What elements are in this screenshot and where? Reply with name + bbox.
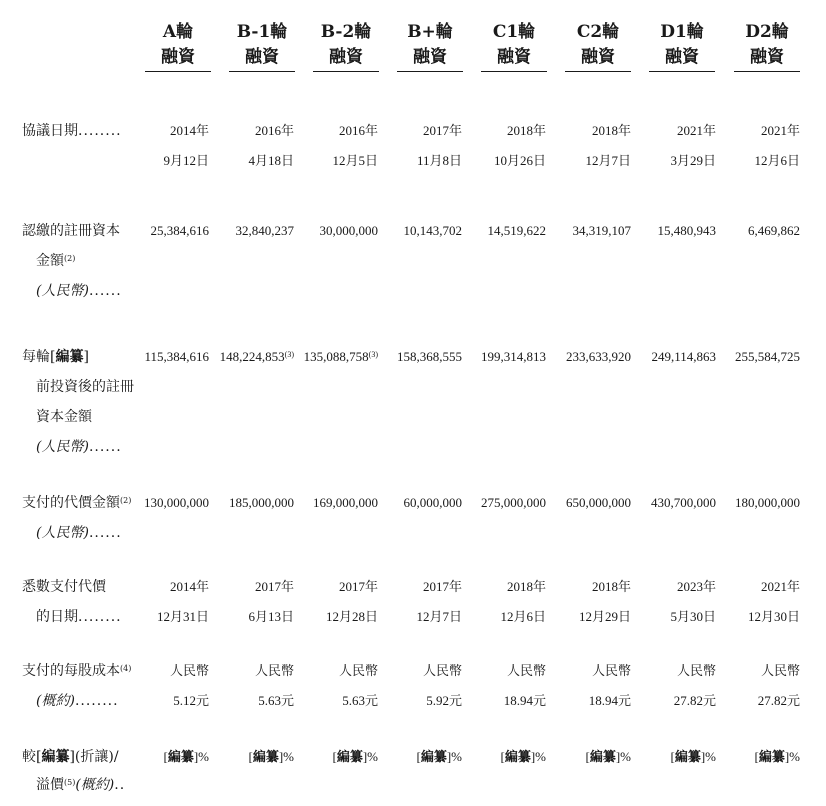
date-day: 10月26日 [493, 153, 546, 168]
percent-suffix: ]% [784, 749, 800, 764]
header-financing: 融資 [665, 47, 699, 67]
date-day: 12月31日 [156, 609, 209, 624]
currency-label: (人民幣) [36, 525, 89, 541]
label-text: 金額 [36, 253, 64, 269]
currency-label: (人民幣) [36, 283, 89, 299]
footnote-marker: (3) [284, 350, 294, 359]
date-year: 2018年 [506, 123, 546, 138]
redacted-value: 編纂 [167, 749, 194, 764]
header-round: C1輪 [492, 22, 536, 42]
label-text: ](折讓)/ [69, 749, 119, 765]
amount-value: 430,700,000 [651, 495, 716, 510]
redacted-value: 編纂 [252, 749, 279, 764]
date-day: 12月30日 [747, 609, 800, 624]
column-header [145, 20, 211, 72]
label-line-2 [22, 772, 125, 798]
redacted-value: 編纂 [336, 749, 363, 764]
label-line-2: 前投資後的註冊 [36, 379, 134, 395]
amount-value: 25,384,616 [150, 223, 209, 238]
label-text: 較[ [22, 749, 42, 765]
column-header [565, 20, 631, 72]
label-text: 每輪[ [22, 349, 56, 365]
amount-value: 115,384,616 [144, 349, 209, 364]
bracket: [ [163, 749, 168, 764]
currency-label: 人民幣 [338, 663, 378, 678]
bracket: [ [248, 749, 253, 764]
bracket: [ [500, 749, 505, 764]
header-round: C2輪 [576, 22, 620, 42]
percent-suffix: ]% [193, 749, 209, 764]
footnote-marker: (2) [120, 496, 132, 505]
header-underline [649, 71, 715, 72]
header-round: B-2輪 [320, 22, 372, 42]
cell-settlement-year [680, 574, 800, 600]
header-underline [229, 71, 295, 72]
date-year: 2018年 [506, 579, 546, 594]
column-header [313, 20, 379, 72]
date-year: 2017年 [338, 579, 378, 594]
leader-dots: ...... [88, 283, 122, 299]
currency-label: 人民幣 [422, 663, 462, 678]
percent-suffix: ]% [278, 749, 294, 764]
currency-label: 人民幣 [169, 663, 209, 678]
date-day: 12月5日 [332, 153, 378, 168]
footnote-marker: (4) [120, 664, 132, 673]
footnote-marker: (3) [368, 350, 378, 359]
cell-agreement-year [680, 118, 800, 144]
amount-value: 650,000,000 [566, 495, 631, 510]
cost-value: 5.12元 [173, 693, 209, 708]
amount-value: 15,480,943 [657, 223, 716, 238]
cell-settlement-day [680, 604, 800, 630]
amount-value: 233,633,920 [566, 349, 631, 364]
date-year: 2014年 [169, 579, 209, 594]
amount-value: 148,224,853 [219, 349, 285, 364]
bracket: [ [416, 749, 421, 764]
cell-currency [680, 658, 800, 684]
redacted-value: 編纂 [758, 749, 785, 764]
percent-suffix: ]% [530, 749, 546, 764]
cell-discount [680, 744, 800, 770]
amount-value: 249,114,863 [651, 349, 716, 364]
label-text: 支付的代價金額 [22, 495, 120, 511]
column-header [229, 20, 295, 72]
currency-label: 人民幣 [506, 663, 546, 678]
header-financing: 融資 [497, 47, 531, 67]
cell-post-capital [680, 344, 800, 370]
currency-label: 人民幣 [254, 663, 294, 678]
amount-value: 169,000,000 [313, 495, 378, 510]
date-day: 4月18日 [248, 153, 294, 168]
label-line-1: 認繳的註冊資本 [22, 223, 120, 239]
bracket: [ [670, 749, 675, 764]
footnote-marker: (5) [64, 778, 76, 787]
currency-label: 人民幣 [591, 663, 631, 678]
date-day: 3月29日 [670, 153, 716, 168]
leader-dots: ........ [78, 609, 122, 625]
percent-suffix: ]% [615, 749, 631, 764]
date-day: 12月29日 [578, 609, 631, 624]
amount-value: 255,584,725 [735, 349, 800, 364]
redacted-value: 編纂 [589, 749, 616, 764]
header-underline [734, 71, 800, 72]
percent-suffix: ]% [446, 749, 462, 764]
bracket: [ [585, 749, 590, 764]
label-line-1: 悉數支付代價 [22, 579, 106, 595]
label-text: ] [83, 349, 89, 365]
percent-suffix: ]% [362, 749, 378, 764]
amount-value: 14,519,622 [487, 223, 546, 238]
cell-cost [680, 688, 800, 714]
header-financing: 融資 [161, 47, 195, 67]
cost-value: 18.94元 [503, 693, 546, 708]
currency-label: 人民幣 [760, 663, 800, 678]
redacted-value: 編纂 [420, 749, 447, 764]
cost-value: 5.63元 [258, 693, 294, 708]
amount-value: 6,469,862 [748, 223, 800, 238]
column-header [481, 20, 547, 72]
cost-value: 5.92元 [426, 693, 462, 708]
amount-value: 130,000,000 [144, 495, 209, 510]
footnote-marker: (2) [64, 254, 76, 263]
leader-dots: .. [114, 777, 126, 793]
date-year: 2017年 [254, 579, 294, 594]
approx-label: (概約) [36, 693, 75, 709]
cost-value: 18.94元 [588, 693, 631, 708]
header-underline [313, 71, 379, 72]
date-day: 5月30日 [670, 609, 716, 624]
amount-value: 199,314,813 [481, 349, 546, 364]
date-year: 2023年 [676, 579, 716, 594]
amount-value: 30,000,000 [319, 223, 378, 238]
date-day: 12月6日 [500, 609, 546, 624]
date-day: 12月7日 [416, 609, 462, 624]
date-year: 2014年 [169, 123, 209, 138]
cell-subscribed-capital [680, 218, 800, 244]
date-year: 2017年 [422, 579, 462, 594]
label-line-2 [22, 248, 122, 274]
date-day: 12月7日 [585, 153, 631, 168]
amount-value: 275,000,000 [481, 495, 546, 510]
header-underline [481, 71, 547, 72]
currency-label: (人民幣) [36, 439, 89, 455]
column-header [734, 20, 800, 72]
header-underline [397, 71, 463, 72]
date-day: 9月12日 [163, 153, 209, 168]
percent-suffix: ]% [700, 749, 716, 764]
header-round: B-1輪 [236, 22, 288, 42]
date-day: 6月13日 [248, 609, 294, 624]
column-header [397, 20, 463, 72]
amount-value: 32,840,237 [235, 223, 294, 238]
label-text: 的日期 [36, 609, 78, 625]
date-year: 2016年 [338, 123, 378, 138]
cell-agreement-day [680, 148, 800, 174]
leader-dots: ........ [78, 123, 122, 139]
bracket: [ [754, 749, 759, 764]
cost-value: 27.82元 [757, 693, 800, 708]
date-year: 2018年 [591, 579, 631, 594]
column-header [649, 20, 715, 72]
date-day: 11月8日 [416, 153, 462, 168]
leader-dots: ...... [88, 525, 122, 541]
date-day: 12月6日 [754, 153, 800, 168]
leader-dots: ........ [74, 693, 119, 709]
amount-value: 185,000,000 [229, 495, 294, 510]
label-line-3 [22, 278, 122, 304]
redacted-label: 編纂 [41, 749, 70, 765]
date-year: 2018年 [591, 123, 631, 138]
currency-label: 人民幣 [676, 663, 716, 678]
date-day: 12月28日 [325, 609, 378, 624]
redacted-label: 編纂 [55, 349, 84, 365]
header-round: A輪 [162, 22, 194, 42]
label-line-2 [22, 520, 131, 546]
bracket: [ [332, 749, 337, 764]
amount-value: 180,000,000 [735, 495, 800, 510]
label-text: 溢價 [36, 777, 64, 793]
redacted-value: 編纂 [674, 749, 701, 764]
label-line-4 [22, 434, 134, 460]
date-year: 2021年 [676, 123, 716, 138]
date-year: 2017年 [422, 123, 462, 138]
header-financing: 融資 [581, 47, 615, 67]
approx-label: (概約) [75, 777, 115, 793]
header-round: D1輪 [660, 22, 704, 42]
header-financing: 融資 [413, 47, 447, 67]
amount-value: 10,143,702 [403, 223, 462, 238]
amount-value: 60,000,000 [403, 495, 462, 510]
header-round: B+輪 [407, 22, 453, 42]
amount-value: 158,368,555 [397, 349, 462, 364]
header-financing: 融資 [329, 47, 363, 67]
leader-dots: ...... [88, 439, 122, 455]
header-underline [145, 71, 211, 72]
header-round: D2輪 [745, 22, 789, 42]
date-year: 2016年 [254, 123, 294, 138]
header-financing: 融資 [750, 47, 784, 67]
date-year: 2021年 [760, 579, 800, 594]
cost-value: 5.63元 [342, 693, 378, 708]
redacted-value: 編纂 [504, 749, 531, 764]
amount-value: 34,319,107 [572, 223, 631, 238]
date-year: 2021年 [760, 123, 800, 138]
header-underline [565, 71, 631, 72]
label-text: 支付的每股成本 [22, 663, 120, 679]
header-financing: 融資 [245, 47, 279, 67]
cost-value: 27.82元 [673, 693, 716, 708]
amount-value: 135,088,758 [303, 349, 369, 364]
label-text: 協議日期 [22, 123, 78, 139]
cell-consideration [680, 490, 800, 516]
label-line-3: 資本金額 [36, 409, 92, 425]
